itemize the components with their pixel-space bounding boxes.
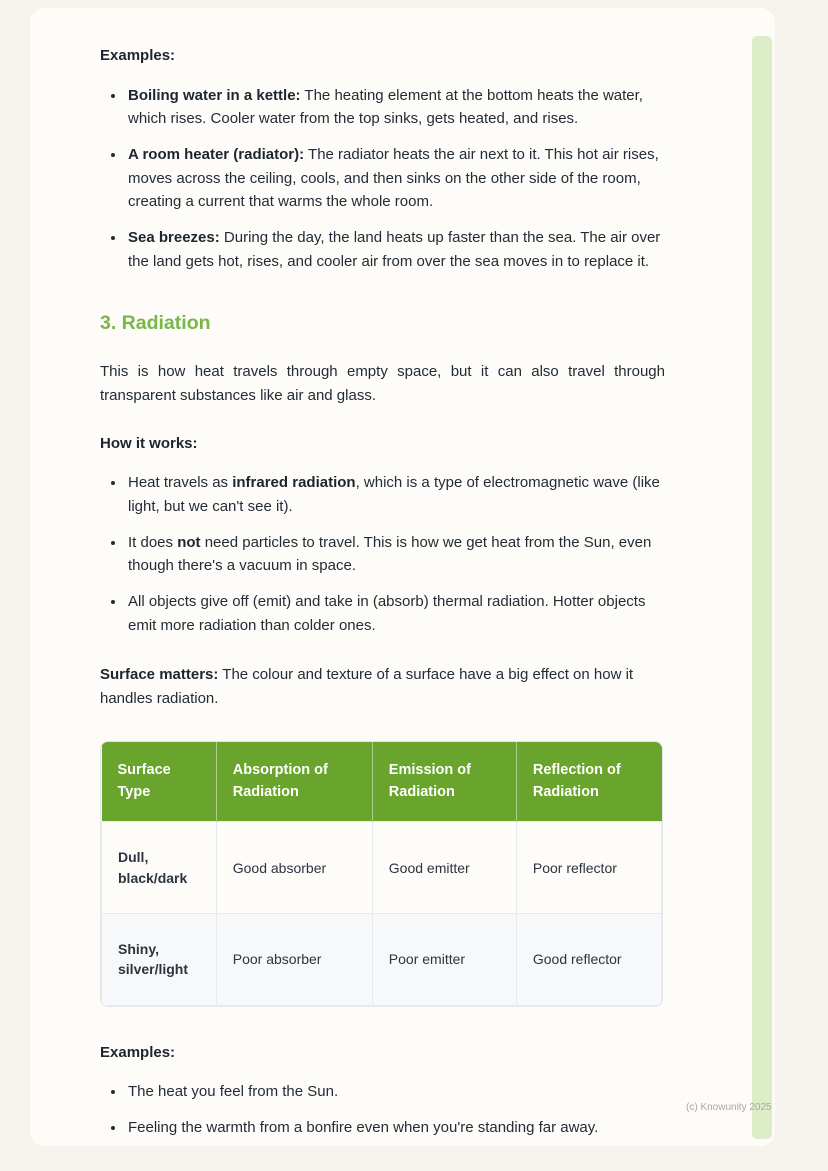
surface-matters-lead: Surface matters:	[100, 666, 219, 684]
table-header-cell: Reflection of Radiation	[516, 742, 661, 822]
surface-matters-paragraph	[100, 663, 665, 710]
surface-matters-text: The colour and texture of a surface have a big effect on how it handles radiation.	[100, 666, 634, 708]
bullet-bold: not	[177, 533, 201, 551]
list-item	[126, 531, 665, 578]
table-cell: Good absorber	[216, 822, 372, 914]
document-card	[30, 8, 775, 1146]
radiation-surface-table-wrapper	[100, 741, 663, 1007]
table-header-row	[102, 742, 662, 822]
radiation-examples-list	[100, 1080, 665, 1139]
list-item: • The heat you feel from the Sun.	[126, 1080, 665, 1104]
radiation-intro-paragraph: This is how heat travels through empty space, but it can also travel through transparent substances like air and glass.	[100, 363, 665, 404]
table-row	[102, 913, 662, 1005]
bullet-text: The radiator heats the air next to it. This hot air rises, moves across the ceiling, cools, and then sinks on the other side of the room, creating a current that warms the whole room.	[128, 146, 659, 211]
bullet-bold: infrared radiation	[232, 474, 356, 492]
how-it-works-heading: How it works:	[100, 434, 198, 452]
scrollbar-track[interactable]	[752, 36, 772, 1139]
list-item	[126, 226, 665, 273]
bullet-text: , which is a type of electromagnetic wave (like light, but we can't see it).	[128, 474, 660, 516]
bullet-lead: Sea breezes:	[128, 229, 220, 247]
bullet-lead: Boiling water in a kettle:	[128, 86, 301, 104]
table-cell: Poor emitter	[372, 913, 516, 1005]
document-content	[100, 44, 665, 1140]
table-header-cell: Absorption of Radiation	[216, 742, 372, 822]
table-header-cell: Emission of Radiation	[372, 742, 516, 822]
watermark: (c) Knowunity 2025	[686, 1102, 772, 1113]
table-cell: Good emitter	[372, 822, 516, 914]
bullet-text: The heating element at the bottom heats the water, which rises. Cooler water from the top sinks, gets heated, and rises.	[128, 86, 643, 128]
bullet-text: need particles to travel. This is how we get heat from the Sun, even though there's a vacuum in space.	[128, 533, 652, 575]
examples-heading-radiation: Examples:	[100, 1043, 176, 1061]
table-cell: Poor reflector	[516, 822, 661, 914]
examples-heading-convection: Examples:	[100, 47, 176, 64]
bullet-lead: A room heater (radiator):	[128, 146, 305, 164]
bullet-text: During the day, the land heats up faster than the sea. The air over the land gets hot, rises, and cooler air from over the sea moves in to replace it.	[128, 229, 661, 270]
convection-examples-list	[100, 84, 665, 274]
list-item	[126, 143, 665, 214]
radiation-surface-table	[101, 742, 662, 1006]
table-row-label: Shiny, silver/light	[102, 913, 217, 1005]
radiation-section-heading: 3. Radiation	[100, 311, 211, 334]
bullet-text: All objects give off (emit) and take in (absorb) thermal radiation. Hotter objects emit more radiation than colder ones.	[128, 593, 646, 634]
list-item	[126, 84, 665, 131]
list-item	[126, 590, 665, 637]
radiation-points-list	[100, 471, 665, 637]
bullet-text: It does	[128, 533, 178, 551]
table-cell: Poor absorber	[216, 913, 372, 1005]
bullet-text: Heat travels as	[128, 474, 233, 492]
table-row	[102, 822, 662, 914]
list-item: • Feeling the warmth from a bonfire even when you're standing far away.	[126, 1116, 665, 1140]
list-item	[126, 471, 665, 518]
table-cell: Good reflector	[516, 913, 661, 1005]
table-row-label: Dull, black/dark	[102, 822, 217, 914]
table-header-cell: Surface Type	[102, 742, 217, 822]
